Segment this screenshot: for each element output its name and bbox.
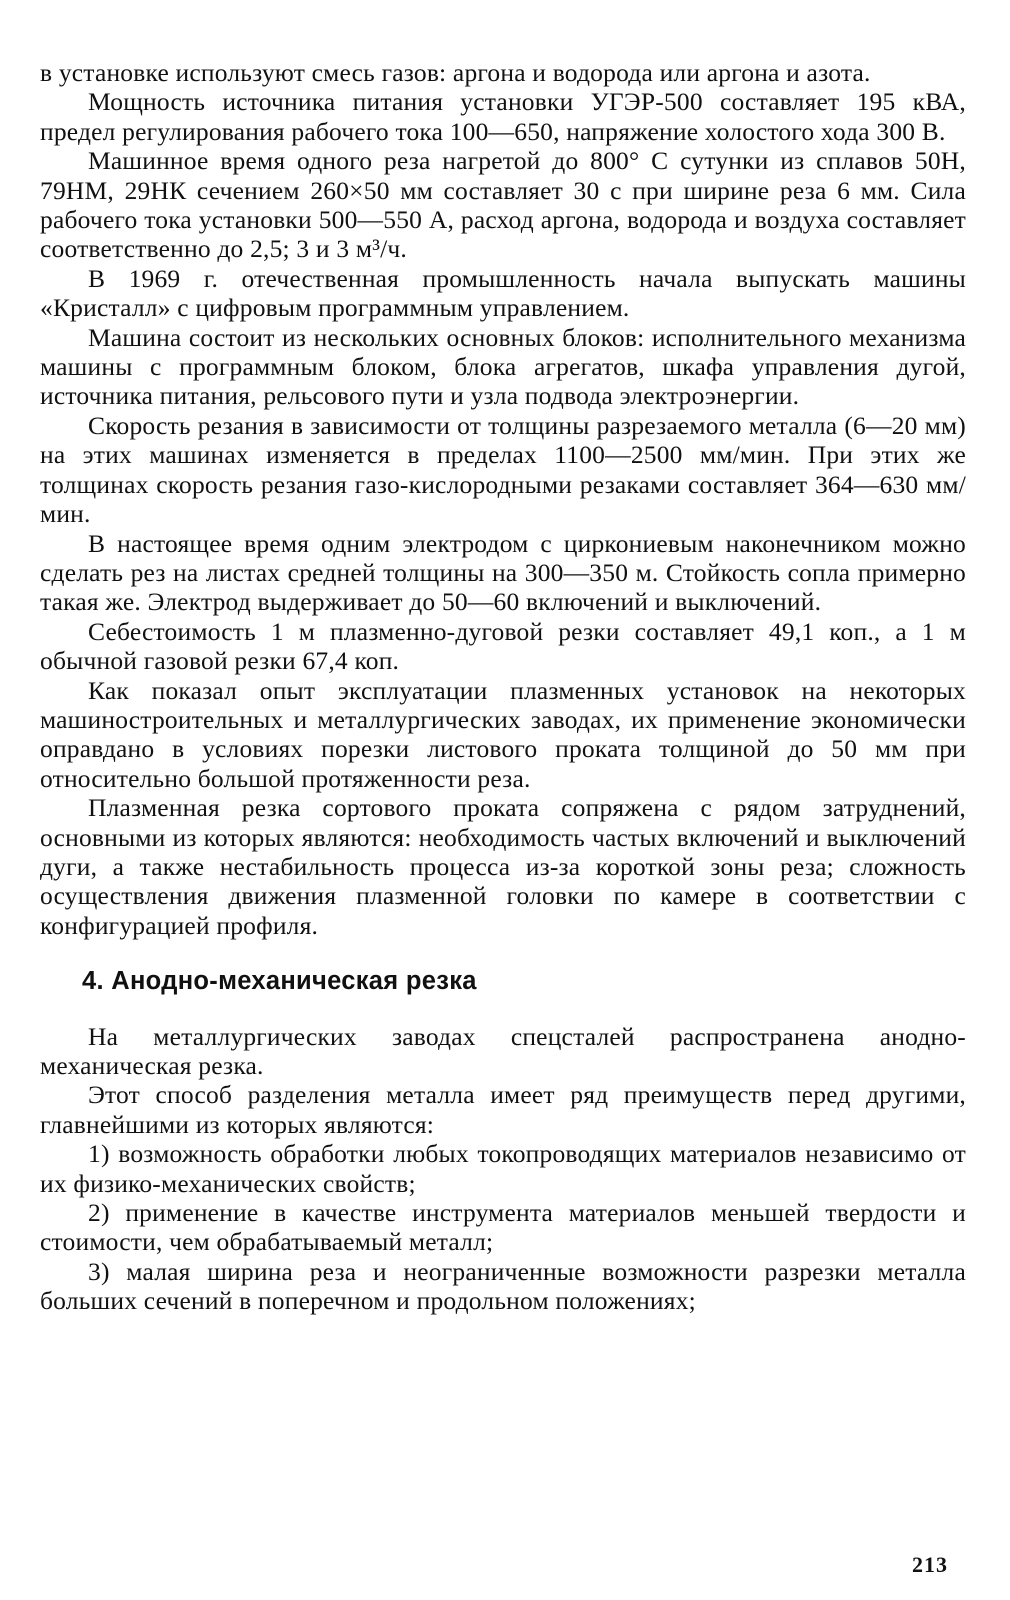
paragraph: На металлургических заводах спецсталей распространена анодно-механическая резка. <box>40 1021 966 1080</box>
page-body <box>40 58 966 1316</box>
list-item: 2) применение в качестве инструмента материалов меньшей твердости и стоимости, чем обрабатываемый металл; <box>40 1198 966 1257</box>
paragraph: Машинное время одного реза нагретой до 800° С сутунки из сплавов 50Н, 79НМ, 29НК сечением 260×50 мм составляет 30 с при ширине реза 6 мм. Сила рабочего тока установки 500—550 А, расход аргона, водорода и воздуха составляет соответственно до 2,5; 3 и 3 м³/ч. <box>40 146 966 264</box>
paragraph: Себестоимость 1 м плазменно-дуговой резки составляет 49,1 коп., а 1 м обычной газовой резки 67,4 коп. <box>40 616 966 676</box>
paragraph: Мощность источника питания установки УГЭР-500 составляет 195 кВА, предел регулирования рабочего тока 100—650, напряжение холостого хода 300 В. <box>40 87 966 146</box>
paragraph: Как показал опыт эксплуатации плазменных установок на некоторых машиностроительных и металлургических заводах, их применение экономически оправдано в условиях порезки листового проката толщиной до 50 мм при относительно большой протяженности реза. <box>40 675 966 793</box>
list-item: 3) малая ширина реза и неограниченные возможности разрезки металла больших сечений в поперечном и продольном положениях; <box>40 1256 966 1316</box>
paragraph: В настоящее время одним электродом с циркониевым наконечником можно сделать рез на листах средней толщины на 300—350 м. Стойкость сопла примерно такая же. Электрод выдерживает до 50—60 включений и выключений. <box>40 528 966 617</box>
section-heading: 4. Анодно-механическая резка <box>82 967 477 996</box>
paragraph: В 1969 г. отечественная промышленность начала выпускать машины «Кристалл» с цифровым программным управлением. <box>40 263 966 323</box>
list-item: 1) возможность обработки любых токопроводящих материалов независимо от их физико-механических свойств; <box>40 1139 966 1198</box>
paragraph: Этот способ разделения металла имеет ряд преимуществ перед другими, главнейшими из которых являются: <box>40 1080 966 1139</box>
paragraph: Скорость резания в зависимости от толщины разрезаемого металла (6—20 мм) на этих машинах изменяется в пределах 1100—2500 мм/мин. При этих же толщинах скорость резания газо-кислородными резаками составляет 364—630 мм/мин. <box>40 410 966 529</box>
paragraph: Плазменная резка сортового проката сопряжена с рядом затруднений, основными из которых являются: необходимость частых включений и выключений дуги, а также нестабильность процесса из-за короткой зоны реза; сложность осуществления движения плазменной головки по камере в соответствии с конфигурацией профиля. <box>40 793 966 940</box>
page-number: 213 <box>912 1552 948 1577</box>
paragraph: в установке используют смесь газов: аргона и водорода или аргона и азота. <box>40 58 871 87</box>
paragraph: Машина состоит из нескольких основных блоков: исполнительного механизма машины с программным блоком, блока агрегатов, шкафа управления дугой, источника питания, рельсового пути и узла подвода электроэнергии. <box>40 322 966 411</box>
